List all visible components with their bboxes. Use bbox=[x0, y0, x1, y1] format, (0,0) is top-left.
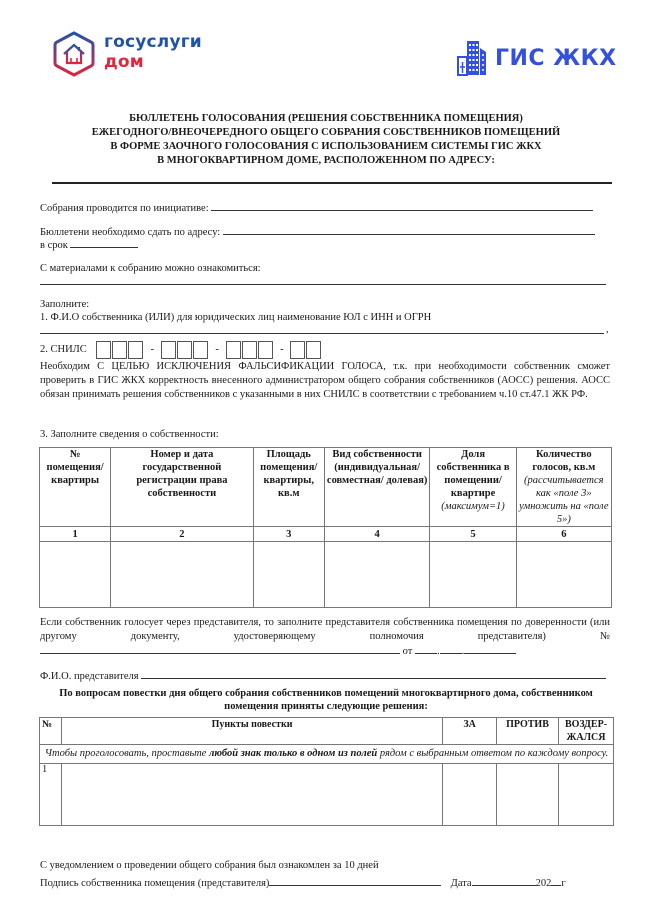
signature-row bbox=[40, 875, 566, 890]
table-row bbox=[40, 764, 614, 826]
snils-digit-box[interactable] bbox=[177, 341, 192, 359]
ballot-title bbox=[40, 112, 612, 168]
agenda-item-text bbox=[61, 764, 442, 826]
materials-field[interactable] bbox=[40, 283, 606, 285]
agenda-header-items: Пункты повестки bbox=[61, 718, 442, 745]
doc-month-field[interactable] bbox=[440, 643, 462, 654]
doc-year-field[interactable] bbox=[464, 643, 516, 654]
col-number: 3 bbox=[253, 527, 324, 542]
materials-label: С материалами к собранию можно ознакомиться: bbox=[40, 263, 261, 274]
table-row bbox=[40, 542, 612, 608]
gosuslugi-logo-text: госуслуги bbox=[104, 32, 202, 52]
initiative-row bbox=[40, 200, 593, 215]
vote-abstain-cell[interactable] bbox=[559, 764, 614, 826]
vote-for-cell[interactable] bbox=[443, 764, 497, 826]
snils-digit-box[interactable] bbox=[306, 341, 321, 359]
snils-digit-box[interactable] bbox=[290, 341, 305, 359]
owner-field[interactable] bbox=[40, 332, 604, 334]
signature-label: Подпись собственника помещения (представителя) bbox=[40, 878, 270, 889]
title-line: В МНОГОКВАРТИРНОМ ДОМЕ, РАСПОЛОЖЕННОМ ПО АДРЕСУ: bbox=[157, 155, 495, 166]
snils-digit-box[interactable] bbox=[193, 341, 208, 359]
agenda-item-number: 1 bbox=[40, 764, 62, 826]
snils-digit-box[interactable] bbox=[112, 341, 127, 359]
agenda-table bbox=[39, 717, 614, 826]
date-separator: . bbox=[461, 646, 465, 657]
vote-against-cell[interactable] bbox=[497, 764, 559, 826]
col-header-registration: Номер и дата государственной регистрации права собственности bbox=[111, 448, 253, 527]
votes-cell[interactable] bbox=[516, 542, 611, 608]
snils-separator: - bbox=[150, 344, 155, 355]
representative-name-field[interactable] bbox=[141, 668, 606, 679]
deadline-field[interactable] bbox=[70, 237, 138, 248]
representative-doc-number-field[interactable] bbox=[40, 643, 400, 654]
gis-zhkh-logo-text: ГИС ЖКХ bbox=[495, 46, 617, 71]
year-suffix: г bbox=[561, 878, 566, 889]
deadline-row bbox=[40, 237, 138, 252]
col-number: 5 bbox=[430, 527, 516, 542]
year-digit-field[interactable] bbox=[551, 875, 561, 886]
property-number-row bbox=[40, 527, 612, 542]
col-number: 6 bbox=[516, 527, 611, 542]
representative-doc-row bbox=[40, 643, 516, 658]
property-table bbox=[39, 447, 612, 608]
snils-separator: - bbox=[280, 344, 284, 355]
notice-text: С уведомлением о проведении общего собрания был ознакомлен за 10 дней bbox=[40, 860, 379, 871]
voting-instruction: Чтобы проголосовать, проставьте любой знак только в одном из полей рядом с выбранным ответом по каждому вопросу. bbox=[40, 745, 614, 764]
from-label: от bbox=[402, 646, 413, 657]
deadline-label: в срок bbox=[40, 240, 68, 251]
snils-note: Необходим С ЦЕЛЬЮ ИСКЛЮЧЕНИЯ ФАЛЬСИФИКАЦИИ ГОЛОСА, т.к. при необходимости собственник сможет проверить в ГИС ЖКХ корректность внесенного администратором общего собрания собственников (АОСС) решения. АОСС обязан принимать решения собственников с указанными в них СНИЛС в соответствии с требованием ч.10 ст.47.1 ЖК РФ. bbox=[40, 361, 610, 400]
submit-address-field[interactable] bbox=[223, 224, 595, 235]
doc-day-field[interactable] bbox=[415, 643, 437, 654]
year-prefix: 202 bbox=[535, 878, 552, 889]
area-cell[interactable] bbox=[253, 542, 324, 608]
col-header-votes: Количество голосов, кв.м (рассчитывается как «поле 3» умножить на «поле 5») bbox=[516, 448, 611, 527]
date-label: Дата bbox=[450, 878, 472, 889]
agenda-header-num: № bbox=[40, 718, 62, 745]
fill-heading: Заполните: bbox=[40, 299, 90, 310]
representative-text: Если собственник голосует через представителя, то заполните представителя собственника помещения по доверенности (или другому документу, удостоверяющему полномочия представителя) № bbox=[40, 617, 610, 642]
date-field[interactable] bbox=[472, 875, 536, 886]
signature-field[interactable] bbox=[269, 875, 441, 886]
title-line: ЕЖЕГОДНОГО/ВНЕОЧЕРЕДНОГО ОБЩЕГО СОБРАНИЯ СОБСТВЕННИКОВ ПОМЕЩЕНИЙ bbox=[91, 127, 561, 138]
representative-name-row bbox=[40, 668, 606, 683]
initiative-field[interactable] bbox=[211, 200, 593, 211]
agenda-intro: По вопросам повестки дня общего собрания собственников помещений многоквартирного дома, собственником помещения приняты следующие решения: bbox=[59, 688, 593, 712]
gosuslugi-dom-logo bbox=[52, 30, 202, 80]
dom-logo-text: дом bbox=[104, 52, 144, 72]
snils-digit-box[interactable] bbox=[96, 341, 111, 359]
col-header-ownership-type: Вид собственности (индивидуальная/ совместная/ долевая) bbox=[324, 448, 430, 527]
gis-zhkh-logo bbox=[457, 40, 617, 80]
snils-row bbox=[40, 341, 322, 359]
snils-digit-box[interactable] bbox=[226, 341, 241, 359]
col-header-area: Площадь помещения/ квартиры, кв.м bbox=[253, 448, 324, 527]
snils-digit-box[interactable] bbox=[258, 341, 273, 359]
snils-digit-box[interactable] bbox=[161, 341, 176, 359]
agenda-instruction-row bbox=[40, 745, 614, 764]
snils-digit-box[interactable] bbox=[128, 341, 143, 359]
agenda-header-abstain: ВОЗДЕР-ЖАЛСЯ bbox=[559, 718, 614, 745]
col-header-room-number: № помещения/ квартиры bbox=[40, 448, 111, 527]
registration-cell[interactable] bbox=[111, 542, 253, 608]
agenda-header-against: ПРОТИВ bbox=[497, 718, 559, 745]
owner-label: 1. Ф.И.О собственника (ИЛИ) для юридических лиц наименование ЮЛ с ИНН и ОГРН bbox=[40, 312, 432, 323]
representative-name-label: Ф.И.О. представителя bbox=[40, 671, 139, 682]
snils-separator: - bbox=[215, 344, 219, 355]
submit-address-label: Бюллетени необходимо сдать по адресу: bbox=[40, 227, 221, 238]
title-line: В ФОРМЕ ЗАОЧНОГО ГОЛОСОВАНИЯ С ИСПОЛЬЗОВАНИЕМ СИСТЕМЫ ГИС ЖКХ bbox=[110, 141, 542, 152]
col-number: 2 bbox=[111, 527, 253, 542]
property-header-row bbox=[40, 448, 612, 527]
room-number-cell[interactable] bbox=[40, 542, 111, 608]
address-rule bbox=[52, 182, 612, 184]
col-number: 1 bbox=[40, 527, 111, 542]
owner-share-cell[interactable] bbox=[430, 542, 516, 608]
owner-trailing-comma: , bbox=[606, 324, 609, 335]
snils-digit-box[interactable] bbox=[242, 341, 257, 359]
col-header-owner-share: Доля собственника в помещении/ квартире (максимум=1) bbox=[430, 448, 516, 527]
agenda-header-row bbox=[40, 718, 614, 745]
ownership-type-cell[interactable] bbox=[324, 542, 430, 608]
col-number: 4 bbox=[324, 527, 430, 542]
initiative-label: Собрания проводится по инициативе: bbox=[40, 203, 209, 214]
buildings-icon bbox=[457, 40, 493, 76]
snils-label: 2. СНИЛС bbox=[40, 344, 87, 355]
date-separator: . bbox=[436, 646, 440, 657]
property-heading: 3. Заполните сведения о собственности: bbox=[40, 429, 219, 440]
agenda-header-for: ЗА bbox=[443, 718, 497, 745]
title-line: БЮЛЛЕТЕНЬ ГОЛОСОВАНИЯ (РЕШЕНИЯ СОБСТВЕННИКА ПОМЕЩЕНИЯ) bbox=[129, 113, 523, 124]
house-hexagon-icon bbox=[52, 30, 96, 78]
